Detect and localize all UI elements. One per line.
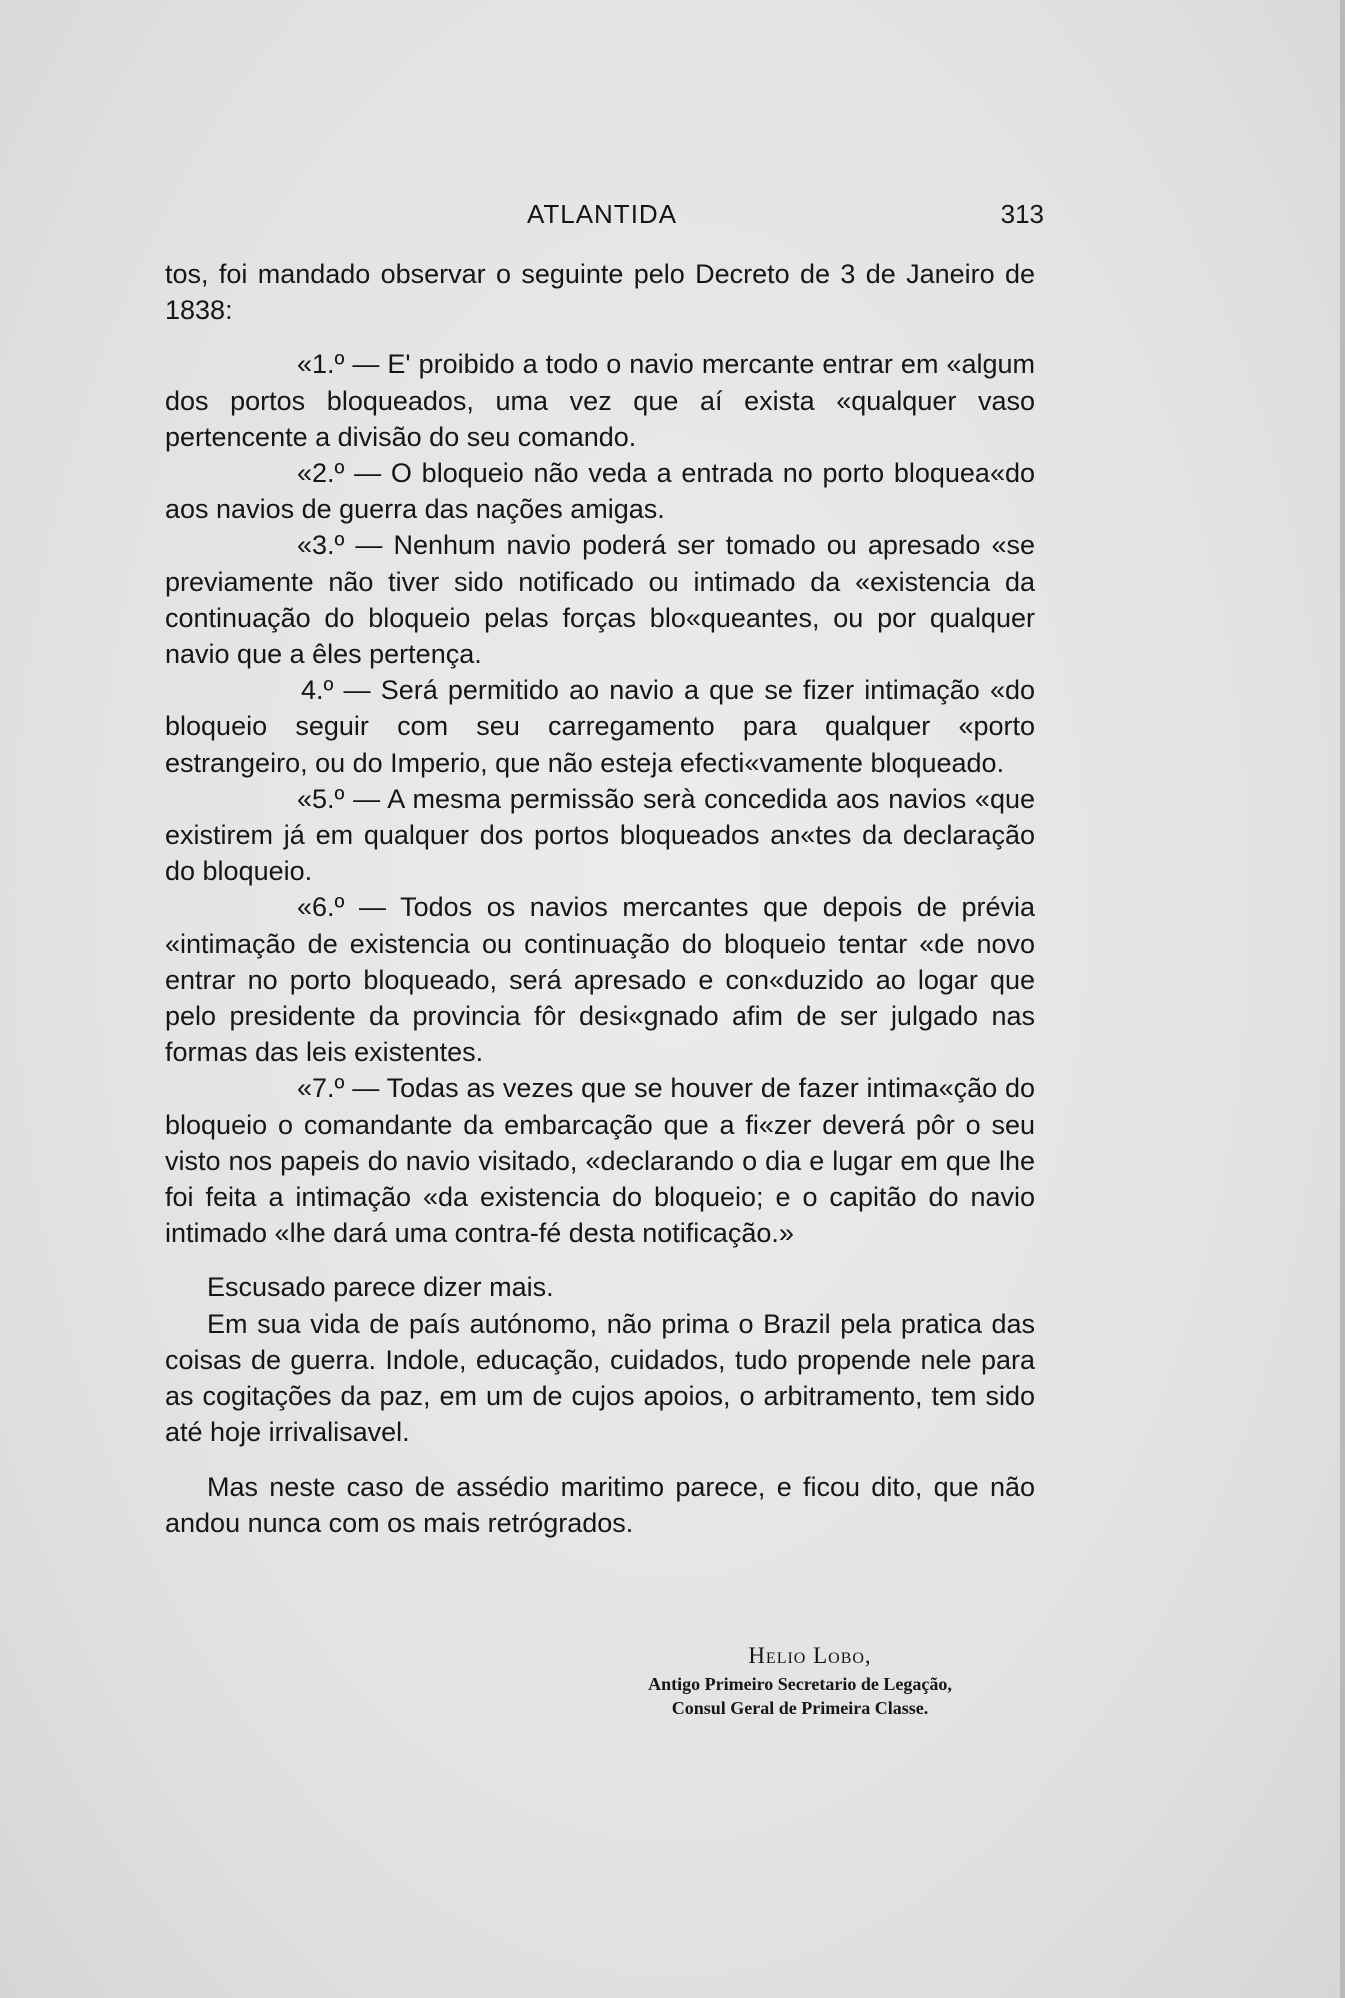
- author-title: Antigo Primeiro Secretario de Legação,: [648, 1674, 952, 1694]
- signature-block: [560, 1640, 1040, 1720]
- paragraph: Escusado parece dizer mais.: [207, 1272, 554, 1303]
- decree-article-5: «5.º — A mesma permissão serà concedida aos navios «que existirem já em qualquer dos portos bloqueados an«tes da declaração do bloqueio.: [165, 783, 1035, 887]
- decree-article-1: «1.º — E' proibido a todo o navio mercante entrar em «algum dos portos bloqueados, uma vez que aí exista «qualquer vaso pertencente a divisão do seu comando.: [165, 349, 1035, 452]
- paragraph: Em sua vida de país autónomo, não prima o Brazil pela pratica das coisas de guerra. Indole, educação, cuidados, tudo propende nele para as cogitações da paz, em um de cujos apoios, o arbitramento, tem sido até hoje irrivalisavel.: [165, 1308, 1035, 1448]
- decree-article-3: «3.º — Nenhum navio poderá ser tomado ou apresado «se previamente não tiver sido notificado ou intimado da «existencia da continuação do bloqueio pelas forças blo«queantes, ou por qualquer navio que a êles pertença.: [165, 530, 1035, 670]
- decree-article-6: «6.º — Todos os navios mercantes que depois de prévia «intimação de existencia ou continuação do bloqueio tentar «de novo entrar no porto bloqueado, será apresado e con«duzido ao logar que pelo presidente da provincia fôr desi«gnado afim de ser julgado nas formas das leis existentes.: [165, 892, 1035, 1068]
- page-edge: [1340, 0, 1345, 1998]
- paragraph-continuation: tos, foi mandado observar o seguinte pelo Decreto de 3 de Janeiro de 1838:: [165, 259, 1035, 326]
- author-name: Helio Lobo,: [748, 1643, 872, 1668]
- paragraph: Mas neste caso de assédio maritimo parece, e ficou dito, que não andou nunca com os mais retrógrados.: [165, 1471, 1035, 1538]
- body-text: [165, 256, 1035, 1541]
- running-title: ATLANTIDA: [526, 199, 678, 229]
- running-header: [160, 196, 1044, 232]
- decree-article-7: «7.º — Todas as vezes que se houver de fazer intima«ção do bloqueio o comandante da embarcação que a fi«zer deverá pôr o seu visto nos papeis do navio visitado, «declarando o dia e lugar em que lhe foi feita a intimação «da existencia do bloqueio; e o capitão do navio intimado «lhe dará uma contra-fé desta notificação.»: [165, 1073, 1035, 1249]
- decree-article-2: «2.º — O bloqueio não veda a entrada no porto bloquea«do aos navios de guerra das nações amigas.: [165, 458, 1035, 525]
- page-number: 313: [1000, 199, 1044, 229]
- decree-article-4: 4.º — Será permitido ao navio a que se fizer intimação «do bloqueio seguir com seu carregamento para qualquer «porto estrangeiro, ou do Imperio, que não esteja efecti«vamente bloqueado.: [165, 675, 1035, 778]
- author-title: Consul Geral de Primeira Classe.: [671, 1698, 929, 1718]
